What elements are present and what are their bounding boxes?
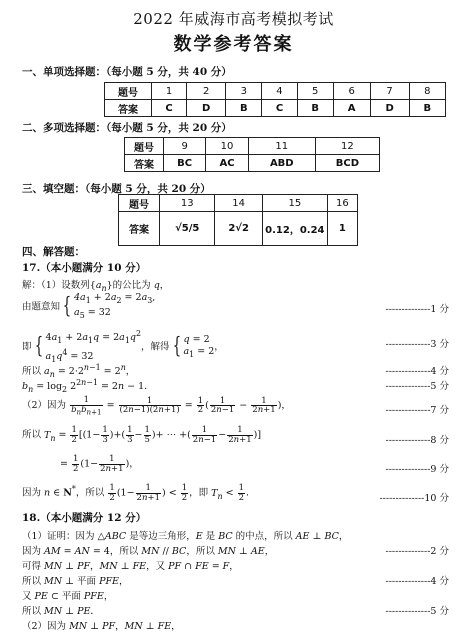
score-mark: --------------10 分 [379, 493, 449, 504]
solution-line: （1）证明：因为 △ABC 是等边三角形，E 是 BC 的中点，所以 AE ⊥ BC， [22, 531, 349, 542]
section-fill-blank: 三、填空题：（每小题 5 分，共 20 分） [22, 183, 211, 195]
table-row [105, 83, 446, 100]
table-cell: 2 [187, 83, 226, 100]
solution-line: 所以 $a_n = 2\cdot 2^{n-1} = 2^n$， [22, 363, 136, 380]
table-cell: A [333, 100, 370, 117]
table-row [125, 138, 380, 155]
table-header: 题号 [119, 195, 160, 212]
table-cell: 15 [262, 195, 327, 212]
score-mark: --------------4 分 [385, 576, 449, 587]
table-header: 答案 [119, 212, 160, 246]
section-solutions: 四、解答题： [22, 246, 85, 258]
table-cell: D [370, 100, 409, 117]
solution-line: （2）因为 MN ⊥ PF，MN ⊥ FE， [22, 621, 181, 632]
table-cell: 13 [160, 195, 215, 212]
score-mark: --------------5 分 [385, 606, 449, 617]
table-header: 答案 [105, 100, 152, 117]
table-header: 答案 [125, 155, 164, 172]
score-mark: --------------1 分 [385, 304, 449, 315]
table-row [105, 100, 446, 117]
solution-line: 因为 AM = AN = 4，所以 MN // BC，所以 MN ⊥ AE， [22, 546, 275, 557]
table-cell: 4 [262, 83, 297, 100]
table-cell: 12 [315, 138, 379, 155]
score-mark: --------------8 分 [385, 435, 449, 446]
score-mark: --------------9 分 [385, 464, 449, 475]
table-cell: 6 [333, 83, 370, 100]
solution-line: （2）因为 $\frac{1}{b_nb_{n+1}}$ = $\frac{1}{(2n-1)(2n+1)}$ = $\frac{1}{2}$ ( $\frac{1}{2n-1}$ − $\frac{1}{2n+1}$ )， [22, 395, 291, 417]
section-multi-choice: 二、多项选择题：（每小题 5 分，共 20 分） [22, 122, 232, 134]
table-cell: 2√2 [215, 212, 262, 246]
table-header: 题号 [125, 138, 164, 155]
score-mark: --------------4 分 [385, 366, 449, 377]
solution-line: 解：（1）设数列$\{a_n\}$的公比为 q， [22, 280, 170, 293]
table-row [119, 212, 358, 246]
table-cell: 9 [164, 138, 206, 155]
solution-line: 因为 n ∈ N*，所以 $\frac{1}{2}$ (1− $\frac{1}{2n+1}$ ) < $\frac{1}{2}$ ，即 $T_n$ < $\frac{1}{2}$ ． [22, 483, 256, 503]
table-cell: 10 [206, 138, 249, 155]
table-cell: BCD [315, 155, 379, 172]
table-cell: B [409, 100, 445, 117]
section-single-choice: 一、单项选择题：（每小题 5 分，共 40 分） [22, 66, 232, 78]
table-cell: 14 [215, 195, 262, 212]
table-cell: 1 [152, 83, 187, 100]
table-cell: B [297, 100, 333, 117]
score-mark: --------------3 分 [385, 339, 449, 350]
table-cell: 5 [297, 83, 333, 100]
table-cell: C [262, 100, 297, 117]
score-mark: --------------7 分 [385, 405, 449, 416]
table-cell: 16 [327, 195, 357, 212]
solution-line: 所以 $T_n$ = $\frac{1}{2}$ [(1− $\frac{1}{3}$ )+( $\frac{1}{3}$ − $\frac{1}{5}$ )+ ⋯ +( $\frac{1}{2n-1}$ − $\frac{1}{2n+1}$ )] [22, 425, 262, 445]
answer-key-title: 数学参考答案 [173, 34, 294, 55]
table-cell: C [152, 100, 187, 117]
table-cell: B [226, 100, 262, 117]
score-mark: --------------5 分 [385, 381, 449, 392]
solution-line: 所以 MN ⊥ 平面 PFE， [22, 576, 129, 587]
solution-line: 即 { $4a_1 + 2a_1q = 2a_1q^2$ $a_1q^4 = 32$，解得 { q = 2 $a_1 = 2$， [22, 329, 224, 365]
table-cell: 7 [370, 83, 409, 100]
table-cell: BC [164, 155, 206, 172]
table-cell: D [187, 100, 226, 117]
table-cell: 3 [226, 83, 262, 100]
exam-title: 2022 年威海市高考模拟考试 [133, 10, 334, 28]
score-mark: --------------2 分 [385, 546, 449, 557]
table-row [125, 155, 380, 172]
table-cell: 8 [409, 83, 445, 100]
single-choice-table [104, 82, 446, 117]
table-cell: ABD [248, 155, 315, 172]
solution-line: 由题意知 { $4a_1 + 2a_2 = 2a_3$, $a_5 = 32$ [22, 292, 156, 320]
table-cell: 11 [248, 138, 315, 155]
solution-line: 又 PE ⊂ 平面 PFE， [22, 591, 114, 602]
multi-choice-table [124, 137, 380, 172]
fill-blank-table [118, 194, 358, 246]
problem-18-heading: 18.（本小题满分 12 分） [22, 512, 147, 524]
solution-line: 所以 MN ⊥ PE． [22, 606, 100, 617]
problem-17-heading: 17.（本小题满分 10 分） [22, 262, 147, 274]
solution-line: 可得 MN ⊥ PF，MN ⊥ FE，又 PF ∩ FE = F， [22, 561, 239, 572]
table-cell: √5/5 [160, 212, 215, 246]
solution-line: = $\frac{1}{2}$ (1− $\frac{1}{2n+1}$ )， [60, 454, 139, 474]
table-cell: 0.12，0.24 [262, 212, 327, 246]
table-cell: 1 [327, 212, 357, 246]
table-header: 题号 [105, 83, 152, 100]
table-cell: AC [206, 155, 249, 172]
solution-line: $b_n = \log_2 2^{2n-1} = 2n - 1$． [22, 378, 154, 395]
table-row [119, 195, 358, 212]
